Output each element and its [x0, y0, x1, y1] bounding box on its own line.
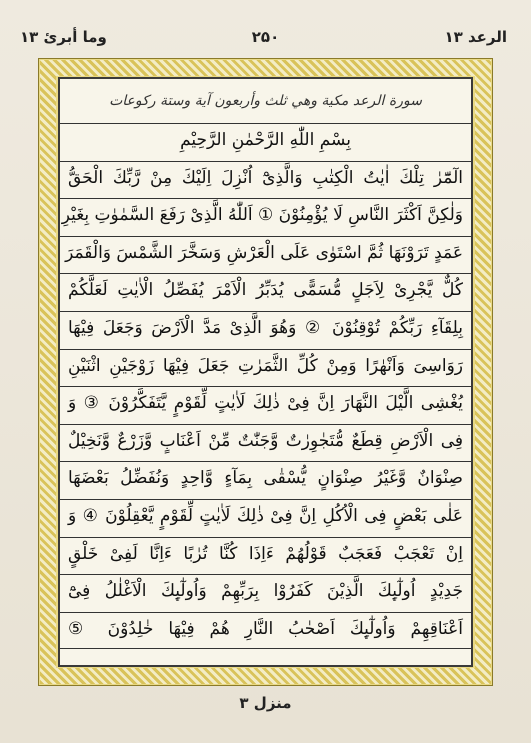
text-line: عَمَدٍ تَرَوْنَهَا ثُمَّ اسْتَوٰی عَلَی الْعَرْشِ وَسَخَّرَ الشَّمْسَ وَالْقَمَرَ [60, 236, 471, 274]
juz-name-header: وما أبرئ ۱۳ [20, 28, 107, 46]
manzil-footer: منزل ۳ [239, 694, 292, 712]
text-line: صِنْوَانٌ وَّغَیْرُ صِنْوَانٍ یُّسْقٰی بِمَآءٍ وَّاحِدٍ وَنُفَضِّلُ بَعْضَهَا [60, 461, 471, 499]
text-line: اِنْ تَعْجَبْ فَعَجَبٌ قَوْلُهُمْ ءَاِذَا كُنَّا تُرٰبًا ءَاِنَّا لَفِیْ خَلْقٍ [60, 537, 471, 575]
text-line: عَلٰی بَعْضٍ فِی الْاُكُلِ اِنَّ فِیْ ذٰلِكَ لَاٰیٰتٍ لِّقَوْمٍ یَّعْقِلُوْنَ ④ وَ [60, 499, 471, 537]
text-line: وَلٰكِنَّ اَكْثَرَ النَّاسِ لَا یُؤْمِنُوْنَ ① اَللّٰهُ الَّذِیْ رَفَعَ السَّمٰوٰتِ بِغَیْرِ [60, 198, 471, 236]
text-line: كُلٌّ یَّجْرِیْ لِاَجَلٍ مُّسَمًّی یُدَبِّرُ الْاَمْرَ یُفَصِّلُ الْاٰیٰتِ لَعَلَّكُمْ [60, 273, 471, 311]
text-line: جَدِیْدٍ اُولٰٓىِٕكَ الَّذِیْنَ كَفَرُوْا بِرَبِّهِمْ وَاُولٰٓىِٕكَ الْاَغْلٰلُ فِیْٓ [60, 574, 471, 612]
page-header [0, 28, 531, 52]
text-line: اَعْنَاقِهِمْ وَاُولٰٓىِٕكَ اَصْحٰبُ النَّارِ هُمْ فِیْهَا خٰلِدُوْنَ ⑤ [60, 612, 471, 650]
bismillah-line: بِسْمِ اللّٰهِ الرَّحْمٰنِ الرَّحِیْمِ [60, 123, 471, 161]
text-lines [60, 123, 471, 649]
text-line: رَوَاسِیَ وَاَنْهٰرًا وَمِنْ كُلِّ الثَّمَرٰتِ جَعَلَ فِیْهَا زَوْجَیْنِ اثْنَیْنِ [60, 349, 471, 387]
text-line: بِلِقَآءِ رَبِّكُمْ تُوْقِنُوْنَ ② وَهُوَ الَّذِیْ مَدَّ الْاَرْضَ وَجَعَلَ فِیْهَا [60, 311, 471, 349]
surah-title-banner: سورة الرعد مكية وهي ثلث وأربعون آية وستة ركوعات [109, 93, 422, 109]
text-line: یُغْشِی الَّیْلَ النَّهَارَ اِنَّ فِیْ ذٰلِكَ لَاٰیٰتٍ لِّقَوْمٍ یَّتَفَكَّرُوْنَ ③ وَ [60, 386, 471, 424]
text-line: الٓمّٓرٰ تِلْكَ اٰیٰتُ الْكِتٰبِ وَالَّذِیْٓ اُنْزِلَ اِلَیْكَ مِنْ رَّبِّكَ الْحَقُّ [60, 161, 471, 199]
surah-name-header: الرعد ۱۳ [444, 28, 507, 46]
page-number: ۲۵۰ [251, 28, 280, 46]
text-line: فِی الْاَرْضِ قِطَعٌ مُّتَجٰوِرٰتٌ وَّجَنّٰتٌ مِّنْ اَعْنَابٍ وَّزَرْعٌ وَّنَخِیْلٌ [60, 424, 471, 462]
